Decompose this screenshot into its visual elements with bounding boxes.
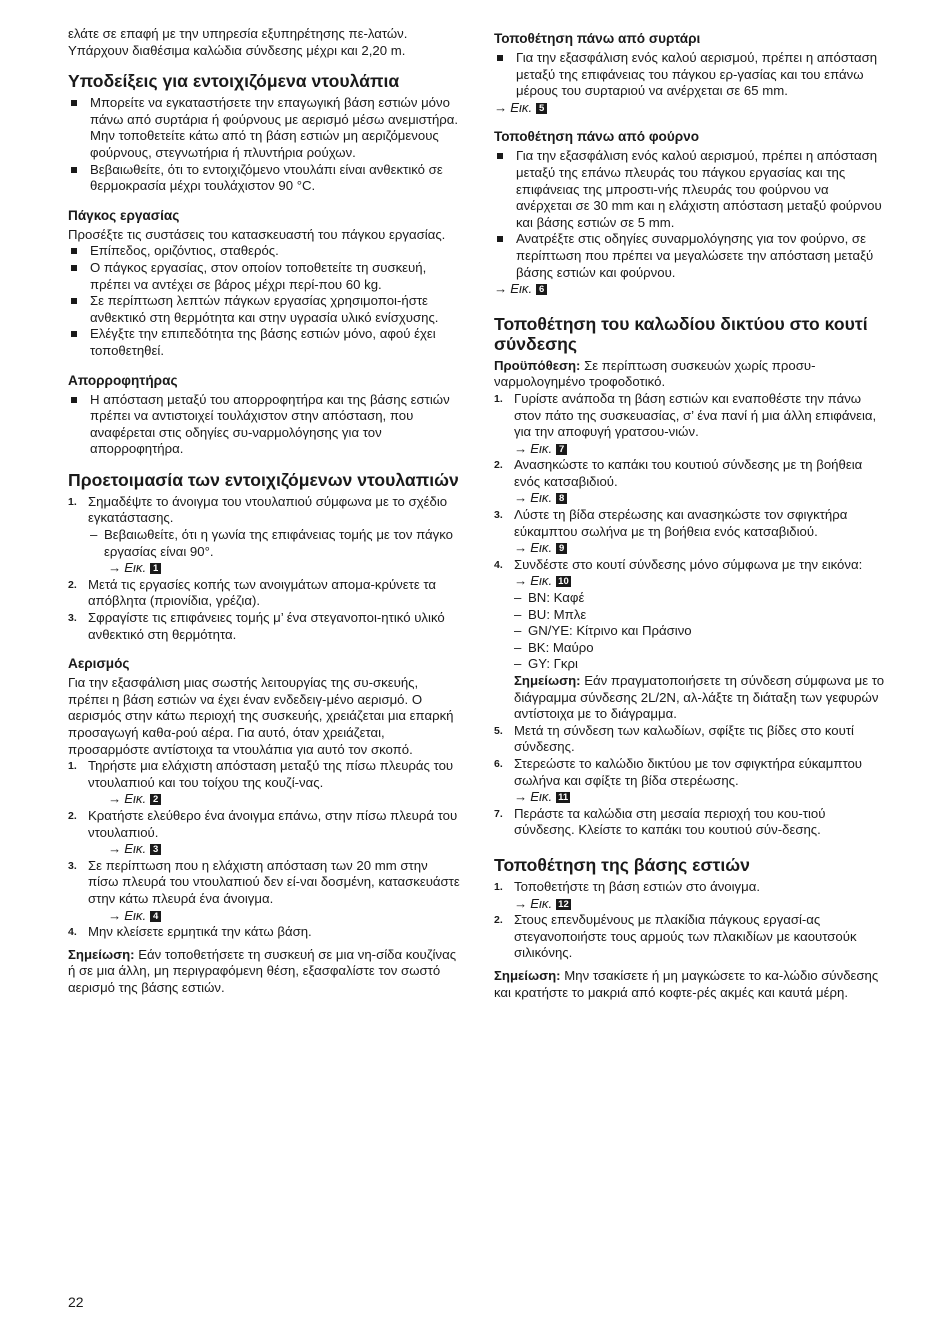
step-item: 2. Κρατήστε ελεύθερο ένα άνοιγμα επάνω, στην πίσω πλευρά του ντουλαπιού. xyxy=(68,807,458,840)
figure-reference: → Εικ. 11 xyxy=(514,789,569,805)
figure-reference: → Εικ. 1 xyxy=(68,560,460,577)
step-item: 5. Μετά τη σύνδεση των καλωδίων, σφίξτε τις βίδες στο κουτί σύνδεσης. xyxy=(494,722,854,755)
prep-heading: Προετοιμασία των εντοιχιζόμενων ντουλαπιών xyxy=(68,469,459,490)
step-item: 6. Στερεώστε το καλώδιο δικτύου με τον σφιγκτήρα εύκαμπτου σωλήνα και σφίξτε τη βίδα στερέωσης. xyxy=(494,755,863,788)
wire-color-item: – GY: Γκρι xyxy=(514,656,886,673)
sub-item: – Βεβαιωθείτε, ότι η γωνία της επιφάνειας τομής με τον πάγκο εργασίας είναι 90°. xyxy=(90,527,460,560)
step-item: 3. Σε περίπτωση που η ελάχιστη απόσταση των 20 mm στην πίσω πλευρά του ντουλαπιού δεν εί-ναι δοσμένη, κατασκευάστε στην κάτω πλευρά ένα άνοιγμα. xyxy=(68,857,460,906)
figure-reference: → Εικ. 12 xyxy=(514,895,569,911)
list-item: Βεβαιωθείτε, ότι το εντοιχιζόμενο ντουλάπι είναι ανθεκτικό σε θερμοκρασία μέχρι τουλάχιστον 90 °C. xyxy=(68,162,460,195)
list-item: Σε περίπτωση λεπτών πάγκων εργασίας χρησιμοποι-ήστε ανθεκτικό στη θερμότητα και στην υγρασία υλικό ενίσχυσης. xyxy=(68,293,460,326)
figure-reference: → Εικ. 7 xyxy=(494,441,886,458)
step-item: 1. Τοποθετήστε τη βάση εστιών στο άνοιγμα. xyxy=(494,878,761,894)
figure-reference: → Εικ. 4 xyxy=(68,908,460,925)
list-item: Για την εξασφάλιση ενός καλού αερισμού, πρέπει η απόσταση μεταξύ της επάνω πλευράς του πάγκου εργασίας και της επιφάνειας της μπροστι-νής πλευράς του φούρνου να ανέρχεται σε 30 mm και η ελάχιστη απόσταση μεταξύ φούρνου και βάσης εστιών σε 5 mm. xyxy=(494,148,886,231)
wiring-note: Σημείωση: Εάν πραγματοποιήσετε τη σύνδεση σύμφωνα με το διάγραμμα σύνδεσης 2L/2N, αλ-λάξτε τη διάταξη των γεφυρών αντίστοιχα με το διάγραμμα. xyxy=(514,673,885,722)
wire-color-item: – BK: Μαύρο xyxy=(514,640,886,657)
list-item: Επίπεδος, οριζόντιος, σταθερός. xyxy=(68,243,460,260)
left-column xyxy=(68,26,460,997)
oven-heading: Τοποθέτηση πάνω από φούρνο xyxy=(494,129,700,145)
vent-intro: Για την εξασφάλιση μιας σωστής λειτουργίας της συ-σκευής, πρέπει η βάση εστιών να έχει έναν ενδεδειγ-μένο αερισμό. Ο αερισμός στην κάτω περιοχή της συσκευής, χρειάζεται μια επαρκή προσαγωγή καθα-ρού αέρα. Για αυτό, όταν χρειάζεται, προσαρμόστε αντίστοιχα τα ντουλάπια για αυτό τον σκοπό. xyxy=(68,675,454,757)
step-item: 4. Μην κλείσετε ερμητικά την κάτω βάση. xyxy=(68,924,312,940)
cable-prerequisite: Προϋπόθεση: Σε περίπτωση συσκευών χωρίς προσυ-ναρμολογημένο τροφοδοτικό. xyxy=(494,357,816,390)
hood-heading: Απορροφητήρας xyxy=(68,372,178,388)
list-item: Ανατρέξτε στις οδηγίες συναρμολόγησης για τον φούρνο, σε περίπτωση που πρέπει να μεγαλώσετε την απόσταση μεταξύ βάσης εστιών και φούρνου. xyxy=(494,231,886,281)
cabinets-heading: Υποδείξεις για εντοιχιζόμενα ντουλάπια xyxy=(68,71,400,92)
figure-reference: → Εικ. 6 xyxy=(494,281,886,298)
worktop-heading: Πάγκος εργασίας xyxy=(68,207,180,223)
step-item: 2. Μετά τις εργασίες κοπής των ανοιγμάτων απομα-κρύνετε τα απόβλητα (πριονίδια, γρέζια). xyxy=(68,576,437,609)
figure-reference: → Εικ. 2 xyxy=(68,791,460,808)
wire-color-item: – GN/YE: Κίτρινο και Πράσινο xyxy=(514,623,886,640)
step-item: 2. Στους επενδυμένους με πλακίδια πάγκους εργασί-ας στεγανοποιήστε τους αρμούς των πλακιδίων με καουτσούκ σιλικόνης. xyxy=(494,912,857,961)
step-item: 2. Ανασηκώστε το καπάκι του κουτιού σύνδεσης με τη βοήθεια ενός κατσαβιδιού. xyxy=(494,457,863,489)
step-item: 4. Συνδέστε στο κουτί σύνδεσης μόνο σύμφωνα με την εικόνα: xyxy=(494,556,863,572)
page-number: 22 xyxy=(68,1294,84,1310)
list-item: Η απόσταση μεταξύ του απορροφητήρα και της βάσης εστιών πρέπει να αντιστοιχεί τουλάχιστον στην απόσταση, που αναφέρεται στις οδηγίες συ-ναρμολόγησης για τον απορροφητήρα. xyxy=(68,392,460,458)
wire-color-item: – BN: Καφέ xyxy=(514,590,886,607)
list-item: Για την εξασφάλιση ενός καλού αερισμού, πρέπει η απόσταση μεταξύ της επιφάνειας του πάγκου ερ-γασίας και του επάνω μέρους του συρταριού να ανέρχεται σε 65 mm. xyxy=(494,50,886,100)
hob-note: Σημείωση: Μην τσακίσετε ή μη μαγκώσετε το κα-λώδιο σύνδεσης και κρατήστε το μακριά από κοφτε-ρές ακμές και καυτά μέρη. xyxy=(494,967,879,1000)
figure-reference: → Εικ. 8 xyxy=(494,490,886,507)
vent-heading: Αερισμός xyxy=(68,656,130,672)
figure-reference: → Εικ. 5 xyxy=(494,100,886,117)
step-item: 1. Τηρήστε μια ελάχιστη απόσταση μεταξύ της πίσω πλευράς του ντουλαπιού και του τοίχου της κουζί-νας. xyxy=(68,758,454,790)
list-item: Μπορείτε να εγκαταστήσετε την επαγωγική βάση εστιών μόνο πάνω από συρτάρια ή φούρνους με αερισμό μέσω ανεμιστήρα. Μην τοποθετείτε κάτω από τη βάση εστιών μη αεριζόμενους φούρνους, στεγνωτήρια ή πλυντήρια ρούχων. xyxy=(68,95,460,161)
worktop-intro: Προσέξτε τις συστάσεις του κατασκευαστή του πάγκου εργασίας. xyxy=(68,226,446,242)
step-item: 3. Λύστε τη βίδα στερέωσης και ανασηκώστε τον σφιγκτήρα εύκαμπτου σωλήνα με τη βοήθεια ενός κατσαβιδιού. xyxy=(494,507,848,539)
intro-text: ελάτε σε επαφή με την υπηρεσία εξυπηρέτησης πε-λατών. Υπάρχουν διαθέσιμα καλώδια σύνδεσης μέχρι και 2,20 m. xyxy=(68,26,408,58)
list-item: Ο πάγκος εργασίας, στον οποίον τοποθετείτε τη συσκευή, πρέπει να αντέχει σε βάρος μέχρι περί-που 60 kg. xyxy=(68,260,460,293)
figure-reference: → Εικ. 10 xyxy=(514,573,569,589)
step-item: 1. Γυρίστε ανάποδα τη βάση εστιών και εναποθέστε την πάνω στον πάτο της συσκευασίας, σ’ ένα πανί ή μια άλλη επιφάνεια, για την αποφυγή γρατσου-νιών. xyxy=(494,390,877,440)
hob-heading: Τοποθέτηση της βάσης εστιών xyxy=(494,854,750,875)
cable-heading: Τοποθέτηση του καλωδίου δικτύου στο κουτί σύνδεσης xyxy=(494,313,868,354)
vent-note: Σημείωση: Εάν τοποθετήσετε τη συσκευή σε μια νη-σίδα κουζίνας ή σε μια άλλη, μη περιγραφόμενη θέση, εξασφαλίστε τον σωστό αερισμό της βάσης εστιών. xyxy=(68,946,457,995)
step-item: 3. Σφραγίστε τις επιφάνειες τομής μ’ ένα στεγανοποι-ητικό υλικό ανθεκτικό στη θερμότητα. xyxy=(68,610,445,642)
list-item: Ελέγξτε την επιπεδότητα της βάσης εστιών μόνο, αφού έχει τοποθετηθεί. xyxy=(68,326,460,359)
figure-reference: → Εικ. 3 xyxy=(68,841,460,858)
figure-reference: → Εικ. 9 xyxy=(494,540,886,557)
right-column xyxy=(494,26,886,1001)
wire-color-item: – BU: Μπλε xyxy=(514,607,886,624)
step-item: 7. Περάστε τα καλώδια στη μεσαία περιοχή του κου-τιού σύνδεσης. Κλείστε το καπάκι του κουτιού σύν-δεσης. xyxy=(494,805,826,838)
step-item: 1. Σημαδέψτε το άνοιγμα του ντουλαπιού σύμφωνα με το σχέδιο εγκατάστασης. xyxy=(68,493,448,526)
drawer-heading: Τοποθέτηση πάνω από συρτάρι xyxy=(494,31,701,46)
